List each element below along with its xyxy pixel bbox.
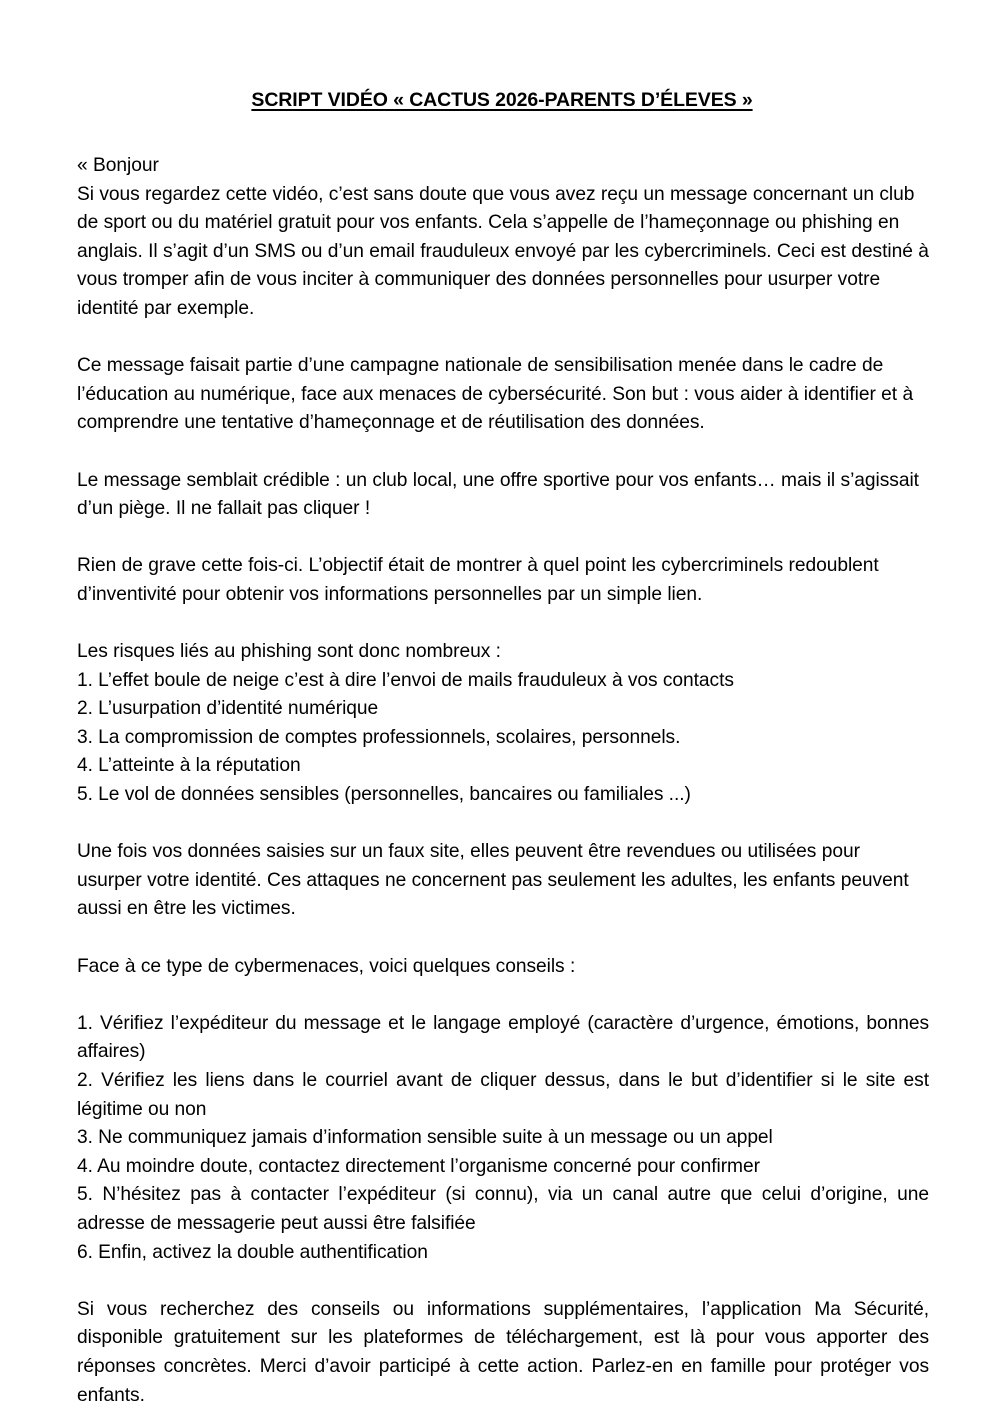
list-item: 4. Au moindre doute, contactez directement l’organisme concerné pour confirmer bbox=[77, 1155, 760, 1177]
list-item: 2. Vérifiez les liens dans le courriel avant de cliquer dessus, dans le but d’identifier si le site est légitime ou non bbox=[77, 1070, 929, 1120]
list-item: 2. L’usurpation d’identité numérique bbox=[77, 698, 379, 720]
paragraph-credible: Le message semblait crédible : un club local, une offre sportive pour vos enfants… mais il s’agissait d’un piège. Il ne fallait pas cliquer ! bbox=[77, 469, 919, 520]
list-item: 1. L’effet boule de neige c’est à dire l’envoi de mails frauduleux à vos contacts bbox=[77, 669, 734, 691]
paragraph-spacer bbox=[77, 524, 929, 553]
list-item: 3. La compromission de comptes professionnels, scolaires, personnels. bbox=[77, 726, 681, 748]
advice-list bbox=[77, 1010, 929, 1267]
paragraph-spacer bbox=[77, 324, 929, 353]
list-item: 6. Enfin, activez la double authentification bbox=[77, 1241, 428, 1263]
document-body bbox=[77, 152, 929, 1410]
paragraph-spacer bbox=[77, 810, 929, 839]
paragraph-intro: Si vous regardez cette vidéo, c’est sans doute que vous avez reçu un message concernant un club de sport ou du matériel gratuit pour vos enfants. Cela s’appelle de l’hameçonnage ou phishing en anglais. Il s’agit d’un SMS ou d’un email frauduleux envoyé par les cybercriminels. Ceci est destiné à vous tromper afin de vous inciter à communiquer des données personnelles pour usurper votre identité par exemple. bbox=[77, 183, 929, 319]
paragraph-spacer bbox=[77, 1267, 929, 1296]
risks-list bbox=[77, 667, 929, 810]
paragraph-spacer bbox=[77, 981, 929, 1010]
paragraph-advice-intro: Face à ce type de cybermenaces, voici quelques conseils : bbox=[77, 955, 576, 977]
paragraph-nothing-serious: Rien de grave cette fois-ci. L’objectif était de montrer à quel point les cybercriminels redoublent d’inventivité pour obtenir vos informations personnelles par un simple lien. bbox=[77, 555, 879, 605]
paragraph-after-risks: Une fois vos données saisies sur un faux site, elles peuvent être revendues ou utilisées pour usurper votre identité. Ces attaques ne concernent pas seulement les adultes, les enfants peuvent aussi en être les victimes. bbox=[77, 841, 909, 920]
paragraph-closing: Si vous recherchez des conseils ou informations supplémentaires, l’application Ma Sécurité, disponible gratuitement sur les plateformes de téléchargement, est là pour vous apporter des réponses concrètes. Merci d’avoir participé à cette action. Parlez-en en famille pour protéger vos enfants. bbox=[77, 1298, 929, 1406]
list-item: 3. Ne communiquez jamais d’information sensible suite à un message ou un appel bbox=[77, 1127, 773, 1149]
paragraph-campaign: Ce message faisait partie d’une campagne nationale de sensibilisation menée dans le cadre de l’éducation au numérique, face aux menaces de cybersécurité. Son but : vous aider à identifier et à comprendre une tentative d’hameçonnage et de réutilisation des données. bbox=[77, 355, 914, 434]
list-item: 1. Vérifiez l’expéditeur du message et le langage employé (caractère d’urgence, émotions, bonnes affaires) bbox=[77, 1012, 929, 1063]
list-item: 4. L’atteinte à la réputation bbox=[77, 755, 301, 777]
list-item: 5. Le vol de données sensibles (personnelles, bancaires ou familiales ...) bbox=[77, 784, 691, 806]
page-title bbox=[0, 87, 1004, 113]
paragraph-spacer bbox=[77, 438, 929, 467]
paragraph-risks-intro: Les risques liés au phishing sont donc nombreux : bbox=[77, 641, 501, 663]
paragraph-greeting: « Bonjour bbox=[77, 155, 159, 176]
list-item: 5. N’hésitez pas à contacter l’expéditeur (si connu), via un canal autre que celui d’origine, une adresse de messagerie peut aussi être falsifiée bbox=[77, 1184, 929, 1234]
paragraph-spacer bbox=[77, 610, 929, 639]
paragraph-spacer bbox=[77, 924, 929, 953]
page-title-text: SCRIPT VIDÉO « CACTUS 2026-PARENTS D’ÉLEVES » bbox=[251, 89, 753, 112]
